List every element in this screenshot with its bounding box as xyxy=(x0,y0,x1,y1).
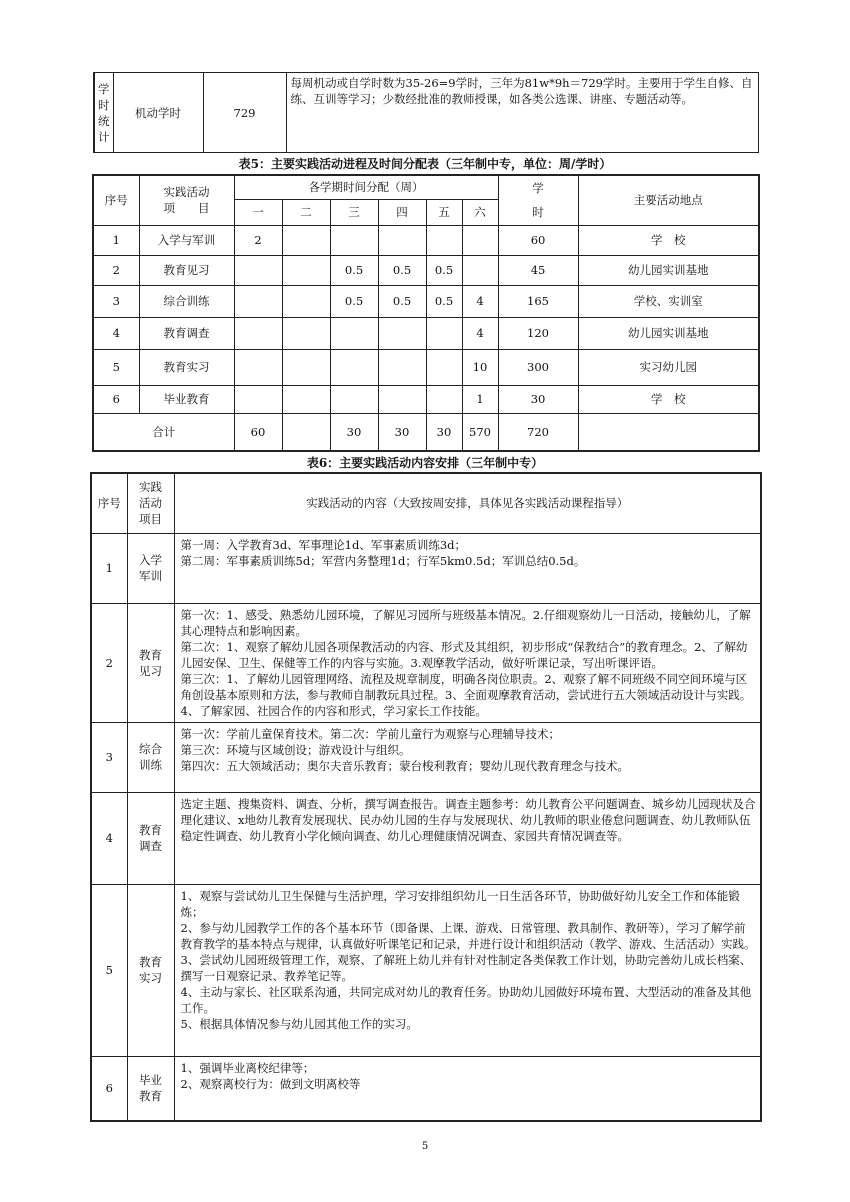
table5 xyxy=(92,174,760,452)
t6-item-l2: 见习 xyxy=(139,663,162,678)
t5-t1 xyxy=(234,255,282,285)
t5-header-item-l1: 实践活动 xyxy=(163,185,210,200)
table6 xyxy=(90,472,762,1122)
t6-item-l1: 教育 xyxy=(139,955,162,969)
table5-caption: 表5：主要实践活动进程及时间分配表（三年制中专，单位：周/学时） xyxy=(238,157,612,171)
t5-t3 xyxy=(330,317,378,349)
t5-place: 实习幼儿园 xyxy=(578,349,759,385)
flex-hours-name-cell xyxy=(113,73,203,153)
t5-term-3: 三 xyxy=(330,199,378,225)
flex-hours-note-cell xyxy=(286,73,758,153)
t6-line: 第三次：1、了解幼儿园管理网络、流程及规章制度，明确各岗位职责。2、观察了解不同班级不同空间环境与区角创设基本原则和方法，参与教师自制教玩具过程。3、全面观摩教育活动，尝试进行五大领域活动设计与实践。4、了解家园、社园合作的内容和形式，学习家长工作技能。 xyxy=(180,671,752,718)
t5-term-4: 四 xyxy=(378,199,426,225)
table-row xyxy=(91,792,761,884)
t6-item xyxy=(127,603,174,722)
t6-content xyxy=(174,792,761,884)
table-row xyxy=(93,349,759,385)
t6-content xyxy=(174,1056,761,1121)
t5-t4 xyxy=(378,317,426,349)
t5-header-hours xyxy=(498,175,578,225)
t5-t5: 0.5 xyxy=(426,255,462,285)
t5-term-2: 二 xyxy=(282,199,330,225)
t6-item-l1: 教育 xyxy=(139,647,162,662)
flex-hours-value-cell xyxy=(203,73,286,153)
flex-hours-value: 729 xyxy=(233,105,256,120)
t5-name: 教育见习 xyxy=(139,255,234,285)
t5-seq: 1 xyxy=(93,225,139,255)
t6-item xyxy=(127,1056,174,1121)
t5-t4 xyxy=(378,225,426,255)
t5-t1 xyxy=(234,349,282,385)
table-row xyxy=(93,225,759,255)
t6-content xyxy=(174,884,761,1056)
t6-seq: 1 xyxy=(91,533,127,603)
t6-line: 第三次：环境与区域创设；游戏设计与组织。 xyxy=(180,742,411,757)
t5-t4: 0.5 xyxy=(378,285,426,317)
t5-total-t5: 30 xyxy=(426,413,462,451)
t5-t2 xyxy=(282,317,330,349)
stat-label: 学时统计 xyxy=(98,81,110,144)
t5-place: 学 校 xyxy=(578,225,759,255)
t6-line: 4、主动与家长、社区联系沟通，共同完成对幼儿的教育任务。协助幼儿园做好环境布置、大型活动的准备及其他工作。 xyxy=(180,984,752,1015)
t6-seq: 6 xyxy=(91,1056,127,1121)
t6-line: 3、尝试幼儿园班级管理工作，观察、了解班上幼儿并有针对性制定各类保教工作计划，协助完善幼儿成长档案、撰写一日观察记录、教养笔记等。 xyxy=(180,952,752,983)
t5-header-item xyxy=(139,175,234,225)
t6-item-l1: 综合 xyxy=(139,742,162,756)
t5-t2 xyxy=(282,385,330,413)
t5-t1: 2 xyxy=(234,225,282,255)
table-row xyxy=(93,255,759,285)
t5-t5 xyxy=(426,317,462,349)
t5-hours: 30 xyxy=(498,385,578,413)
t5-place: 学 校 xyxy=(578,385,759,413)
t5-t6 xyxy=(462,225,498,255)
t5-t1 xyxy=(234,385,282,413)
t6-line: 2、参与幼儿园教学工作的各个基本环节（即备课、上课、游戏、日常管理、教具制作、教研等），学习了解学前教育教学的基本特点与规律，认真做好听课笔记和记录，并进行设计和组织活动（教学、游戏、生活活动）实践。 xyxy=(180,920,756,951)
t5-hours: 60 xyxy=(498,225,578,255)
t6-item xyxy=(127,533,174,603)
t5-place: 幼儿园实训基地 xyxy=(578,255,759,285)
t5-seq: 6 xyxy=(93,385,139,413)
t5-seq: 4 xyxy=(93,317,139,349)
t6-header-item-l1: 实践 xyxy=(139,480,162,495)
t6-seq: 5 xyxy=(91,884,127,1056)
t6-header-seq: 序号 xyxy=(91,473,127,533)
t6-item-l2: 军训 xyxy=(139,569,162,583)
t6-item-l2: 训练 xyxy=(139,758,162,772)
table-row xyxy=(93,385,759,413)
table-row xyxy=(91,1056,761,1121)
table-row xyxy=(91,603,761,722)
t6-item-l1: 毕业 xyxy=(139,1073,162,1088)
page-number: 5 xyxy=(421,1141,429,1152)
t5-total-label: 合计 xyxy=(93,413,234,451)
t5-hours: 120 xyxy=(498,317,578,349)
t6-item-l2: 实习 xyxy=(139,971,162,985)
table-row xyxy=(91,533,761,603)
flex-hours-note: 每周机动或自学时数为35-26=9学时，三年为81w*9h＝729学时。主要用于学生自修、自练、互训等学习；少数经批准的教师授课，如各类公选课、讲座、专题活动等。 xyxy=(290,76,753,106)
t6-header-item-l3: 项目 xyxy=(139,512,162,527)
t5-t1 xyxy=(234,285,282,317)
t6-content xyxy=(174,722,761,792)
t5-total-t2 xyxy=(282,413,330,451)
table-row xyxy=(93,285,759,317)
t6-line: 第一周：入学教育3d、军事理论1d、军事素质训练3d； xyxy=(180,537,467,552)
t6-content xyxy=(174,603,761,722)
t5-term-6: 六 xyxy=(462,199,498,225)
t5-t2 xyxy=(282,349,330,385)
t6-line: 1、观察与尝试幼儿卫生保健与生活护理，学习安排组织幼儿一日生活各环节，协助做好幼儿安全工作和体能锻炼； xyxy=(180,888,740,919)
t5-name: 教育调查 xyxy=(139,317,234,349)
t6-seq: 4 xyxy=(91,792,127,884)
t6-content xyxy=(174,533,761,603)
t5-t6: 1 xyxy=(462,385,498,413)
t6-line: 第二周：军事素质训练5d；军营内务整理1d；行军5km0.5d；军训总结0.5d。 xyxy=(180,553,586,568)
t6-item xyxy=(127,792,174,884)
t5-hours: 165 xyxy=(498,285,578,317)
t6-item-l2: 调查 xyxy=(139,839,162,853)
t6-seq: 3 xyxy=(91,722,127,792)
t5-t5 xyxy=(426,385,462,413)
t6-line: 选定主题、搜集资料、调查、分析，撰写调查报告。调查主题参考：幼儿教育公平问题调查、城乡幼儿园现状及合理化建议、x地幼儿教育发展现状、民办幼儿园的生存与发展现状、幼儿教师的职业倦怠问题调查、幼儿教师队伍稳定性调查、幼儿教育小学化倾向调查、幼儿心理健康情况调查、家园共育情况调查等。 xyxy=(180,796,756,843)
t5-total-hours: 720 xyxy=(498,413,578,451)
t5-seq: 3 xyxy=(93,285,139,317)
t5-t3 xyxy=(330,349,378,385)
t6-item xyxy=(127,722,174,792)
t5-t1 xyxy=(234,317,282,349)
table5-header-row-1 xyxy=(93,175,759,199)
t5-total-place xyxy=(578,413,759,451)
t6-header-item-l2: 活动 xyxy=(139,496,162,511)
table-row xyxy=(91,722,761,792)
t5-header-weeks: 各学期时间分配（周） xyxy=(234,175,498,199)
t5-name: 综合训练 xyxy=(139,285,234,317)
t6-line: 第一次：1、感受、熟悉幼儿园环境，了解见习园所与班级基本情况。2.仔细观察幼儿一日活动，接触幼儿，了解其心理特点和影响因素。 xyxy=(180,607,751,638)
t5-header-hours-l1: 学 xyxy=(532,181,544,196)
t5-t6: 10 xyxy=(462,349,498,385)
t5-seq: 5 xyxy=(93,349,139,385)
t6-item-l1: 教育 xyxy=(139,823,162,837)
t6-item-l2: 教育 xyxy=(139,1089,162,1104)
t5-total-t6: 570 xyxy=(462,413,498,451)
t5-t4 xyxy=(378,385,426,413)
t5-t2 xyxy=(282,255,330,285)
t5-t3: 0.5 xyxy=(330,285,378,317)
table6-caption: 表6：主要实践活动内容安排（三年制中专） xyxy=(306,456,544,470)
t5-name: 毕业教育 xyxy=(139,385,234,413)
t5-t3: 0.5 xyxy=(330,255,378,285)
t5-t5 xyxy=(426,349,462,385)
t6-line: 1、强调毕业离校纪律等； xyxy=(180,1060,315,1075)
t5-header-place: 主要活动地点 xyxy=(578,175,759,225)
t5-t4 xyxy=(378,349,426,385)
stat-label-cell xyxy=(94,73,113,153)
t5-name: 入学与军训 xyxy=(139,225,234,255)
t6-item-l1: 入学 xyxy=(139,553,162,567)
t5-t6 xyxy=(462,255,498,285)
t5-t6: 4 xyxy=(462,317,498,349)
t5-hours: 45 xyxy=(498,255,578,285)
t5-t5 xyxy=(426,225,462,255)
t5-name: 教育实习 xyxy=(139,349,234,385)
t6-header-content: 实践活动的内容（大致按周安排，具体见各实践活动课程指导） xyxy=(174,473,761,533)
t5-t3 xyxy=(330,385,378,413)
table5-total-row xyxy=(93,413,759,451)
t6-line: 第二次：1、观察了解幼儿园各项保教活动的内容、形式及其组织，初步形成“保教结合”的教育理念。2、了解幼儿园安保、卫生、保健等工作的内容与实施。3.观摩教学活动，做好听课记录，写出听课评语。 xyxy=(180,639,748,670)
t5-hours: 300 xyxy=(498,349,578,385)
t5-total-t3: 30 xyxy=(330,413,378,451)
t6-line: 2、观察离校行为：做到文明离校等 xyxy=(180,1076,361,1091)
t6-header-item xyxy=(127,473,174,533)
table4-tail xyxy=(93,72,759,153)
t5-total-t1: 60 xyxy=(234,413,282,451)
t5-t5: 0.5 xyxy=(426,285,462,317)
table6-header-row xyxy=(91,473,761,533)
t5-header-seq: 序号 xyxy=(93,175,139,225)
t5-t3 xyxy=(330,225,378,255)
t6-line: 第一次：学前儿童保育技术。第二次：学前儿童行为观察与心理辅导技术； xyxy=(180,726,560,741)
t5-t2 xyxy=(282,285,330,317)
t5-term-5: 五 xyxy=(426,199,462,225)
t5-t4: 0.5 xyxy=(378,255,426,285)
t6-line: 第四次：五大领域活动；奥尔夫音乐教育；蒙台梭利教育；婴幼儿现代教育理念与技术。 xyxy=(180,758,629,773)
t5-total-t4: 30 xyxy=(378,413,426,451)
t5-place: 幼儿园实训基地 xyxy=(578,317,759,349)
table-row xyxy=(91,884,761,1056)
t6-item xyxy=(127,884,174,1056)
t5-header-hours-l2: 时 xyxy=(532,205,544,220)
t5-t6: 4 xyxy=(462,285,498,317)
t5-header-item-l2: 项 目 xyxy=(163,201,210,216)
t6-line: 5、根据具体情况参与幼儿园其他工作的实习。 xyxy=(180,1016,418,1031)
t5-seq: 2 xyxy=(93,255,139,285)
t5-place: 学校、实训室 xyxy=(578,285,759,317)
t5-t2 xyxy=(282,225,330,255)
t5-term-1: 一 xyxy=(234,199,282,225)
t6-seq: 2 xyxy=(91,603,127,722)
flex-hours-name: 机动学时 xyxy=(135,105,181,120)
table-row xyxy=(93,317,759,349)
